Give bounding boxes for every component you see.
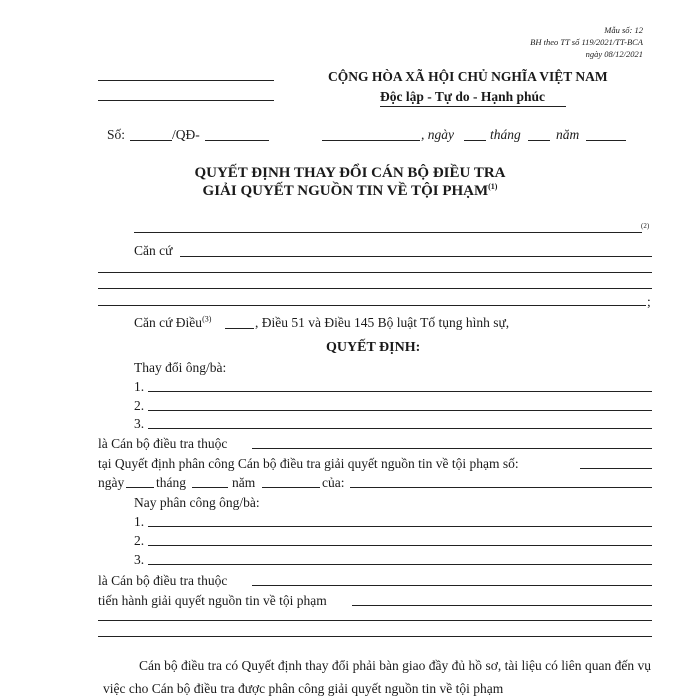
motto: Độc lập - Tự do - Hạnh phúc [380, 89, 546, 104]
issuing-authority-line [134, 232, 642, 233]
assign-nam: năm [232, 475, 256, 490]
assign-month-field [192, 487, 228, 488]
handover-paragraph: Cán bộ điều tra có Quyết định thay đổi phải bàn giao đầy đủ hồ sơ, tài liệu có liên quan đến vụ việc cho Cán bộ điều tra được phân công giải quyết nguồn tin về tội phạm [103, 658, 651, 696]
date-nam: năm [556, 127, 580, 142]
can-cu-line-4 [98, 305, 646, 306]
assign-day-field [126, 487, 154, 488]
date-month-field [528, 140, 550, 141]
can-cu-dieu-text: Căn cứ Điều [134, 315, 203, 330]
title-line-2 [0, 183, 700, 200]
old-item-3-line [148, 428, 652, 429]
can-cu-line-1 [180, 256, 652, 257]
la-can-bo-line-2 [252, 585, 652, 586]
title-footnote-1: (1) [488, 182, 498, 191]
can-cu-dieu-label [134, 315, 211, 331]
form-date: ngày 08/12/2021 [585, 49, 643, 59]
can-cu-line-3 [98, 288, 652, 289]
tai-quyet-dinh-label: tại Quyết định phân công Cán bộ điều tra giải quyết nguồn tin về tội phạm số: [98, 456, 519, 471]
assign-ngay: ngày [98, 475, 125, 490]
assign-cua-line [350, 487, 652, 488]
agency-line-2 [98, 100, 274, 101]
date-year-field [586, 140, 626, 141]
nay-phan-cong-label: Nay phân công ông/bà: [134, 495, 260, 510]
new-item-2-line [148, 545, 652, 546]
old-item-3-label: 3. [134, 416, 145, 431]
footnote-3: (3) [202, 314, 212, 324]
la-can-bo-label-2: là Cán bộ điều tra thuộc [98, 573, 228, 588]
assign-cua: của: [322, 475, 345, 490]
new-item-3-line [148, 564, 652, 565]
date-thang: tháng [490, 127, 521, 142]
new-item-3-label: 3. [134, 552, 145, 567]
dieu-field [225, 328, 254, 329]
la-can-bo-label-1: là Cán bộ điều tra thuộc [98, 436, 228, 451]
tien-hanh-line-1 [352, 605, 652, 606]
thay-doi-label: Thay đổi ông/bà: [134, 360, 227, 375]
can-cu-dieu-rest: , Điều 51 và Điều 145 Bộ luật Tố tụng hình sự, [255, 315, 510, 330]
date-ngay: , ngày [421, 127, 454, 142]
tien-hanh-line-3 [98, 636, 652, 637]
title-line-1: QUYẾT ĐỊNH THAY ĐỔI CÁN BỘ ĐIỀU TRA [194, 165, 506, 181]
la-can-bo-line-1 [252, 448, 652, 449]
can-cu-line-2 [98, 272, 652, 273]
so-field [130, 140, 172, 141]
new-item-2-label: 2. [134, 533, 145, 548]
new-item-1-label: 1. [134, 514, 145, 529]
country-name: CỘNG HÒA XÃ HỘI CHỦ NGHĨA VIỆT NAM [328, 69, 608, 84]
can-cu-label: Căn cứ [134, 243, 173, 258]
assign-year-field [262, 487, 320, 488]
form-reference: BH theo TT số 119/2021/TT-BCA [530, 37, 643, 47]
old-item-1-label: 1. [134, 379, 145, 394]
assign-thang: tháng [156, 475, 186, 490]
old-item-1-line [148, 391, 652, 392]
footnote-2: (2) [641, 222, 650, 230]
form-number: Mẫu số: 12 [604, 25, 643, 35]
date-day-field [464, 140, 486, 141]
qd-label: /QĐ- [172, 127, 200, 142]
old-item-2-label: 2. [134, 398, 145, 413]
so-label: Số: [107, 127, 126, 142]
semicolon: ; [647, 294, 651, 309]
decision-heading: QUYẾT ĐỊNH: [326, 340, 421, 355]
tien-hanh-label: tiến hành giải quyết nguồn tin về tội phạm [98, 593, 327, 608]
title-line-2-text: GIẢI QUYẾT NGUỒN TIN VỀ TỘI PHẠM [202, 183, 489, 199]
agency-line-1 [98, 80, 274, 81]
motto-underline [380, 106, 566, 107]
place-field [322, 140, 420, 141]
tien-hanh-line-2 [98, 620, 652, 621]
qd-field [205, 140, 269, 141]
new-item-1-line [148, 526, 652, 527]
tai-quyet-dinh-line [580, 468, 652, 469]
old-item-2-line [148, 410, 652, 411]
